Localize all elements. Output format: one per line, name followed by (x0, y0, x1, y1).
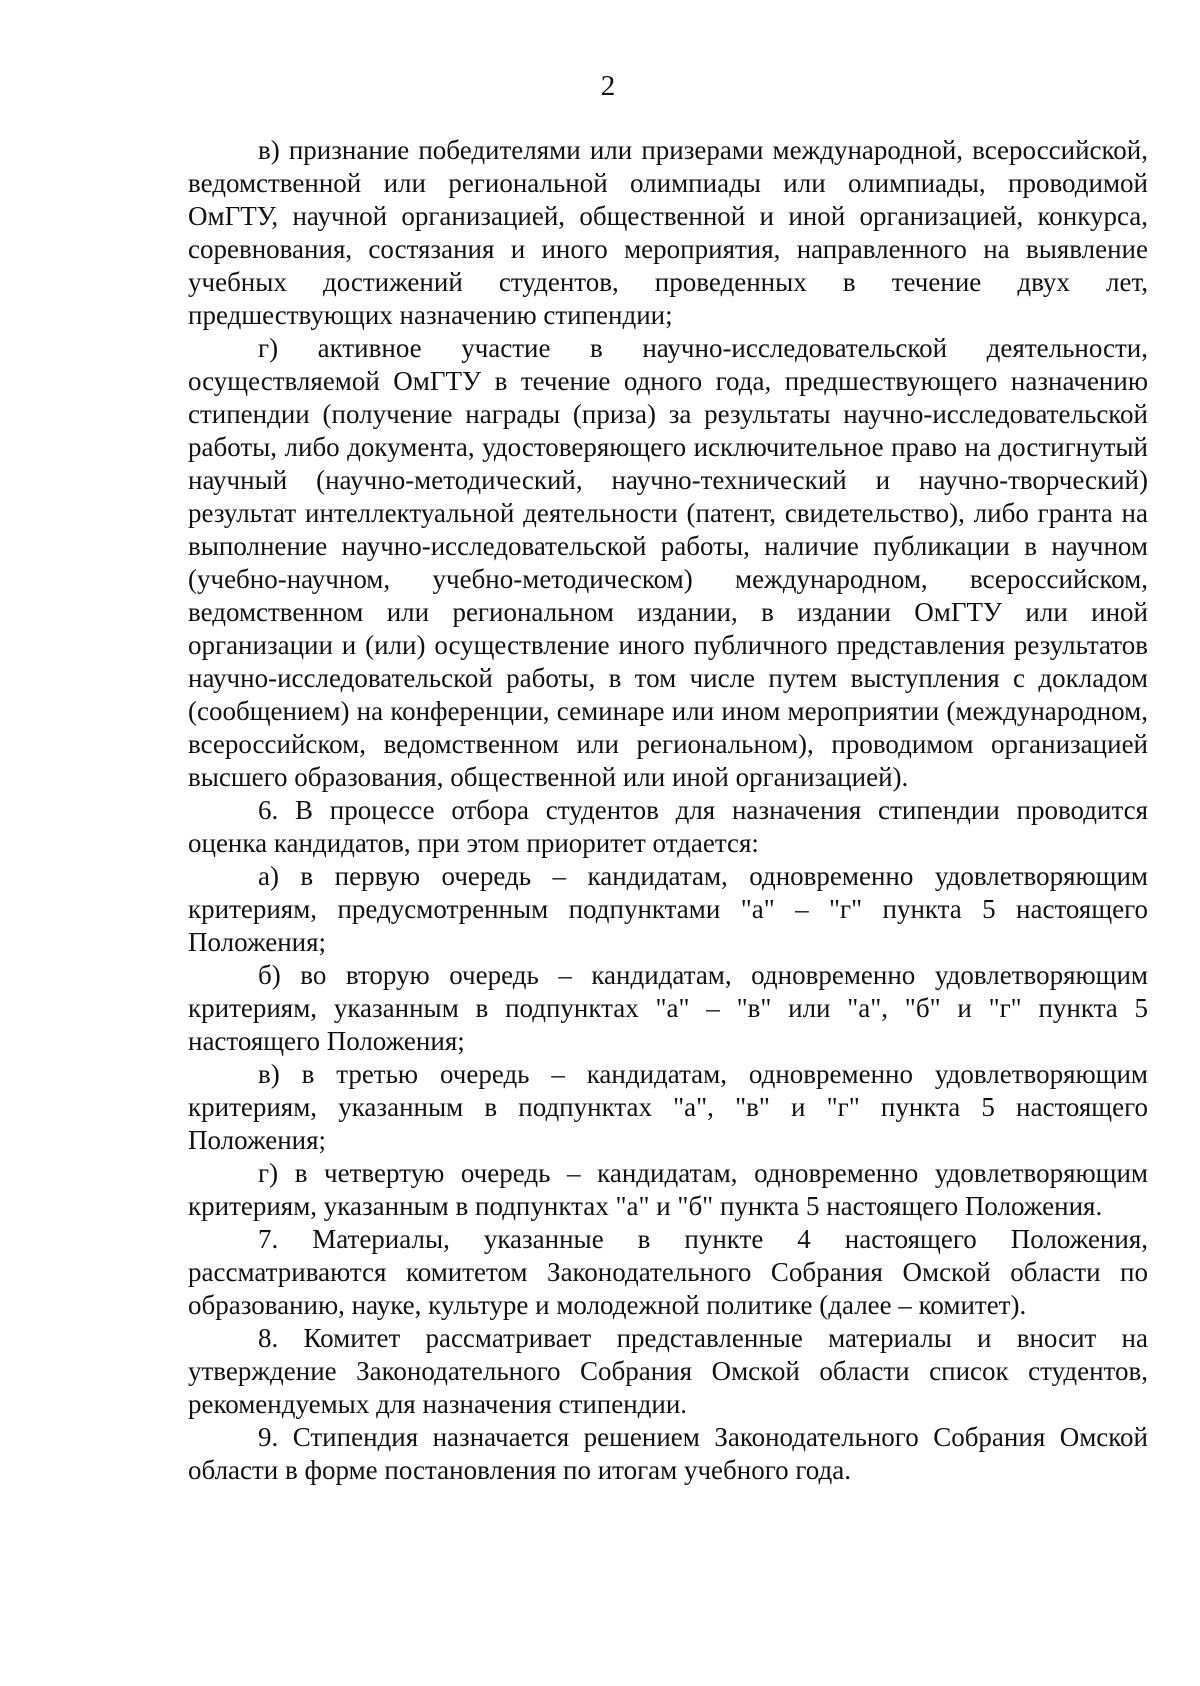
paragraph-6: 6. В процессе отбора студентов для назначения стипендии проводится оценка кандидатов, при этом приоритет отдается: (188, 795, 1148, 858)
page-number: 2 (600, 70, 616, 102)
paragraph-5g: г) активное участие в научно-исследовательской деятельности, осуществляемой ОмГТУ в течение одного года, предшествующего назначению стипендии (получение награды (приза) за результаты научно-исследовательской работы, либо документа, удостоверяющего исключительное право на достигнутый научный (научно-методический, научно-технический и научно-творческий) результат интеллектуальной деятельности (патент, свидетельство), либо гранта на выполнение научно-исследовательской работы, наличие публикации в научном (учебно-научном, учебно-методическом) международном, всероссийском, ведомственном или региональном издании, в издании ОмГТУ или иной организации и (или) осуществление иного публичного представления результатов научно-исследовательской работы, в том числе путем выступления с докладом (сообщением) на конференции, семинаре или ином мероприятии (международном, всероссийском, ведомственном или региональном), проводимом организацией высшего образования, общественной или иной организацией). (188, 333, 1148, 792)
paragraph-8: 8. Комитет рассматривает представленные материалы и вносит на утверждение Законодательного Собрания Омской области список студентов, рекомендуемых для назначения стипендии. (188, 1323, 1148, 1419)
paragraph-6g: г) в четвертую очередь – кандидатам, одновременно удовлетворяющим критериям, указанным в подпунктах "а" и "б" пункта 5 настоящего Положения. (188, 1158, 1148, 1221)
paragraph-7: 7. Материалы, указанные в пункте 4 настоящего Положения, рассматриваются комитетом Законодательного Собрания Омской области по образованию, науке, культуре и молодежной политике (далее – комитет). (188, 1224, 1148, 1320)
paragraph-6b: б) во вторую очередь – кандидатам, одновременно удовлетворяющим критериям, указанным в подпунктах "а" – "в" или "а", "б" и "г" пункта 5 настоящего Положения; (188, 960, 1148, 1056)
paragraph-5v: в) признание победителями или призерами международной, всероссийской, ведомственной или региональной олимпиады или олимпиады, проводимой ОмГТУ, научной организацией, общественной и иной организацией, конкурса, соревнования, состязания и иного мероприятия, направленного на выявление учебных достижений студентов, проведенных в течение двух лет, предшествующих назначению стипендии; (188, 135, 1148, 330)
paragraph-9: 9. Стипендия назначается решением Законодательного Собрания Омской области в форме постановления по итогам учебного года. (188, 1422, 1148, 1485)
paragraph-6v: в) в третью очередь – кандидатам, одновременно удовлетворяющим критериям, указанным в подпунктах "а", "в" и "г" пункта 5 настоящего Положения; (188, 1059, 1148, 1155)
paragraph-6a: а) в первую очередь – кандидатам, одновременно удовлетворяющим критериям, предусмотренным подпунктами "а" – "г" пункта 5 настоящего Положения; (188, 861, 1148, 957)
document-body (188, 134, 1148, 1487)
